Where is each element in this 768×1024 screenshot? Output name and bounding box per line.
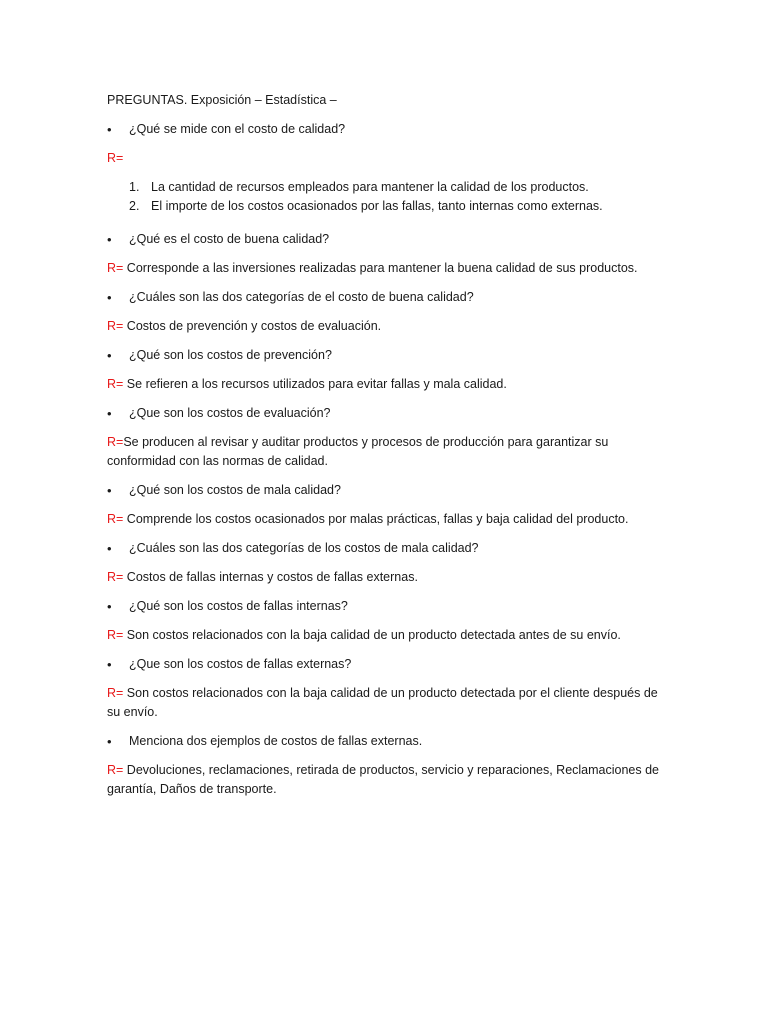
bullet-icon: • bbox=[107, 541, 112, 556]
question-text: ¿Qué son los costos de prevención? bbox=[129, 348, 332, 362]
question-6 bbox=[107, 481, 668, 500]
answer-label: R= bbox=[107, 686, 124, 700]
answer-5 bbox=[107, 433, 668, 471]
answer-label: R= bbox=[107, 319, 124, 333]
answer-4 bbox=[107, 375, 668, 394]
list-number: 1. bbox=[129, 180, 140, 194]
bullet-icon: • bbox=[107, 406, 112, 421]
question-4 bbox=[107, 346, 668, 365]
question-10 bbox=[107, 732, 668, 751]
list-item bbox=[107, 178, 668, 197]
answer-text: Corresponde a las inversiones realizadas para mantener la buena calidad de sus productos. bbox=[123, 261, 638, 275]
question-text: Menciona dos ejemplos de costos de fallas externas. bbox=[129, 734, 423, 748]
document-title: PREGUNTAS. Exposición – Estadística – bbox=[107, 93, 337, 107]
bullet-icon: • bbox=[107, 232, 112, 247]
question-8 bbox=[107, 597, 668, 616]
answer-text: Comprende los costos ocasionados por malas prácticas, fallas y baja calidad del producto. bbox=[123, 512, 629, 526]
answer-3 bbox=[107, 317, 668, 336]
answer-text: Costos de prevención y costos de evaluación. bbox=[123, 319, 382, 333]
question-9 bbox=[107, 655, 668, 674]
answer-label: R= bbox=[107, 435, 124, 449]
bullet-icon: • bbox=[107, 483, 112, 498]
question-1 bbox=[107, 120, 668, 139]
answer-1-list bbox=[107, 178, 668, 216]
list-item bbox=[107, 197, 668, 216]
question-text: ¿Qué se mide con el costo de calidad? bbox=[129, 122, 346, 136]
answer-text: Se refieren a los recursos utilizados para evitar fallas y mala calidad. bbox=[123, 377, 507, 391]
bullet-icon: • bbox=[107, 599, 112, 614]
bullet-icon: • bbox=[107, 657, 112, 672]
list-text: El importe de los costos ocasionados por las fallas, tanto internas como externas. bbox=[151, 199, 603, 213]
answer-9 bbox=[107, 684, 668, 722]
answer-text: Devoluciones, reclamaciones, retirada de productos, servicio y reparaciones, Reclamaciones de garantía, Daños de transporte. bbox=[107, 763, 660, 796]
list-text: La cantidad de recursos empleados para mantener la calidad de los productos. bbox=[151, 180, 589, 194]
answer-text: Son costos relacionados con la baja calidad de un producto detectada por el cliente después de su envío. bbox=[107, 686, 658, 719]
answer-label: R= bbox=[107, 570, 124, 584]
answer-label: R= bbox=[107, 512, 124, 526]
question-text: ¿Que son los costos de fallas externas? bbox=[129, 657, 352, 671]
answer-6 bbox=[107, 510, 668, 529]
bullet-icon: • bbox=[107, 122, 112, 137]
question-7 bbox=[107, 539, 668, 558]
question-text: ¿Cuáles son las dos categorías de el costo de buena calidad? bbox=[129, 290, 474, 304]
bullet-icon: • bbox=[107, 734, 112, 749]
answer-label: R= bbox=[107, 763, 124, 777]
answer-text: Costos de fallas internas y costos de fallas externas. bbox=[123, 570, 418, 584]
answer-10 bbox=[107, 761, 668, 799]
question-2 bbox=[107, 230, 668, 249]
answer-label: R= bbox=[107, 151, 124, 165]
answer-text: Se producen al revisar y auditar productos y procesos de producción para garantizar su conformidad con las normas de calidad. bbox=[107, 435, 609, 468]
question-text: ¿Qué son los costos de fallas internas? bbox=[129, 599, 348, 613]
question-text: ¿Qué son los costos de mala calidad? bbox=[129, 483, 341, 497]
answer-7 bbox=[107, 568, 668, 587]
question-text: ¿Cuáles son las dos categorías de los costos de mala calidad? bbox=[129, 541, 479, 555]
answer-label: R= bbox=[107, 628, 124, 642]
question-3 bbox=[107, 288, 668, 307]
answer-1-label bbox=[107, 149, 668, 168]
list-number: 2. bbox=[129, 199, 140, 213]
bullet-icon: • bbox=[107, 290, 112, 305]
answer-text: Son costos relacionados con la baja calidad de un producto detectada antes de su envío. bbox=[123, 628, 621, 642]
question-5 bbox=[107, 404, 668, 423]
answer-label: R= bbox=[107, 377, 124, 391]
bullet-icon: • bbox=[107, 348, 112, 363]
answer-2 bbox=[107, 259, 668, 278]
answer-label: R= bbox=[107, 261, 124, 275]
question-text: ¿Que son los costos de evaluación? bbox=[129, 406, 331, 420]
answer-8 bbox=[107, 626, 668, 645]
question-text: ¿Qué es el costo de buena calidad? bbox=[129, 232, 330, 246]
